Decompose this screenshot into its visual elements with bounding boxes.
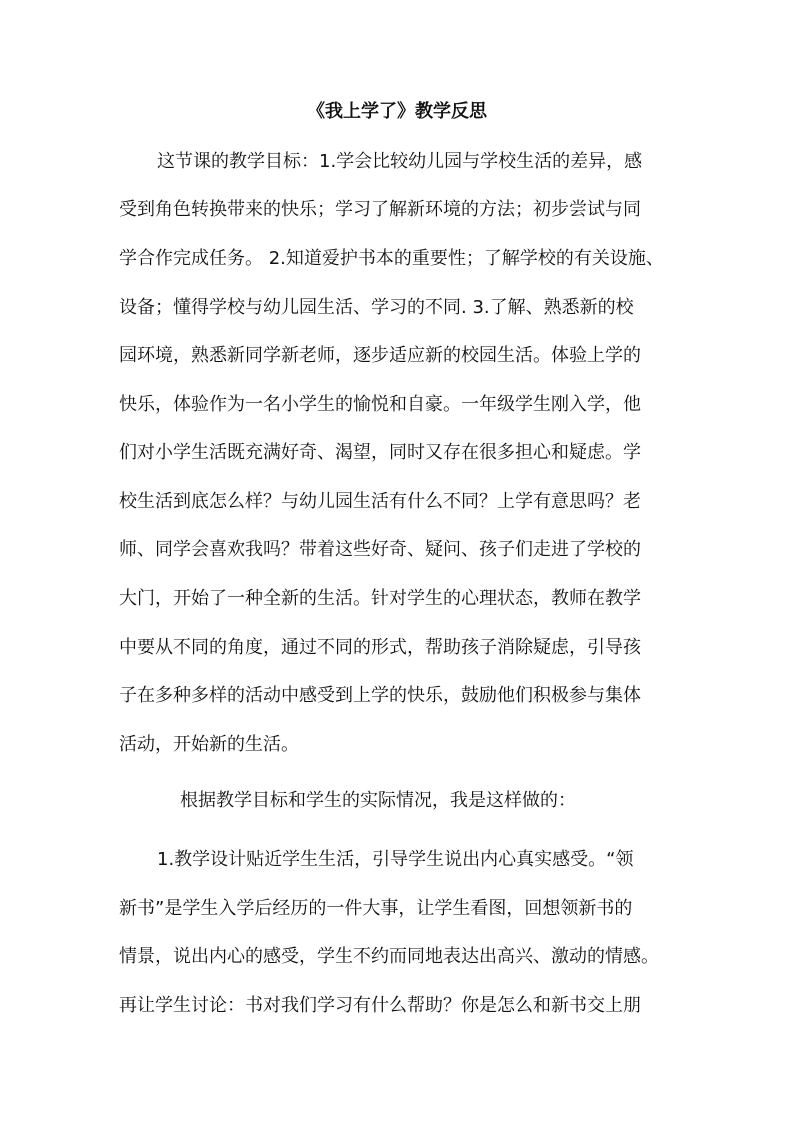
paragraph-1-line: 快乐，体验作为一名小学生的愉悦和自豪。一年级学生刚入学，他 [119, 394, 641, 415]
paragraph-3-line: 1.教学设计贴近学生生活，引导学生说出内心真实感受。“领 [157, 849, 634, 870]
paragraph-1-line: 这节课的教学目标：1.学会比较幼儿园与学校生活的差异，感 [157, 151, 643, 172]
paragraph-1-line: 设备；懂得学校与幼儿园生活、学习的不同. 3.了解、熟悉新的校 [119, 297, 634, 318]
paragraph-1-line: 校生活到底怎么样？与幼儿园生活有什么不同？上学有意思吗？老 [119, 491, 641, 512]
document-title: 《我上学了》教学反思 [307, 101, 487, 122]
paragraph-1-line: 活动，开始新的生活。 [119, 734, 299, 755]
paragraph-3-line: 新书”是学生入学后经历的一件大事，让学生看图，回想领新书的 [119, 898, 633, 919]
paragraph-1-line: 子在多种多样的活动中感受到上学的快乐，鼓励他们积极参与集体 [119, 685, 641, 706]
paragraph-1-line: 中要从不同的角度，通过不同的形式，帮助孩子消除疑虑，引导孩 [119, 637, 641, 658]
paragraph-1-line: 学合作完成任务。 2.知道爱护书本的重要性；了解学校的有关设施、 [119, 248, 664, 269]
paragraph-1-line: 大门，开始了一种全新的生活。针对学生的心理状态，教师在教学 [119, 588, 641, 609]
paragraph-1-line: 园环境，熟悉新同学新老师，逐步适应新的校园生活。体验上学的 [119, 345, 641, 366]
paragraph-1-line: 受到角色转换带来的快乐；学习了解新环境的方法；初步尝试与同 [119, 199, 641, 220]
paragraph-3-line: 情景，说出内心的感受，学生不约而同地表达出高兴、激动的情感。 [119, 946, 659, 967]
paragraph-1-line: 们对小学生活既充满好奇、渴望，同时又存在很多担心和疑虑。学 [119, 442, 641, 463]
paragraph-3-line: 再让学生讨论：书对我们学习有什么帮助？你是怎么和新书交上朋 [119, 995, 641, 1016]
paragraph-1-line: 师、同学会喜欢我吗？带着这些好奇、疑问、孩子们走进了学校的 [119, 539, 641, 560]
paragraph-2: 根据教学目标和学生的实际情况，我是这样做的： [180, 790, 576, 811]
